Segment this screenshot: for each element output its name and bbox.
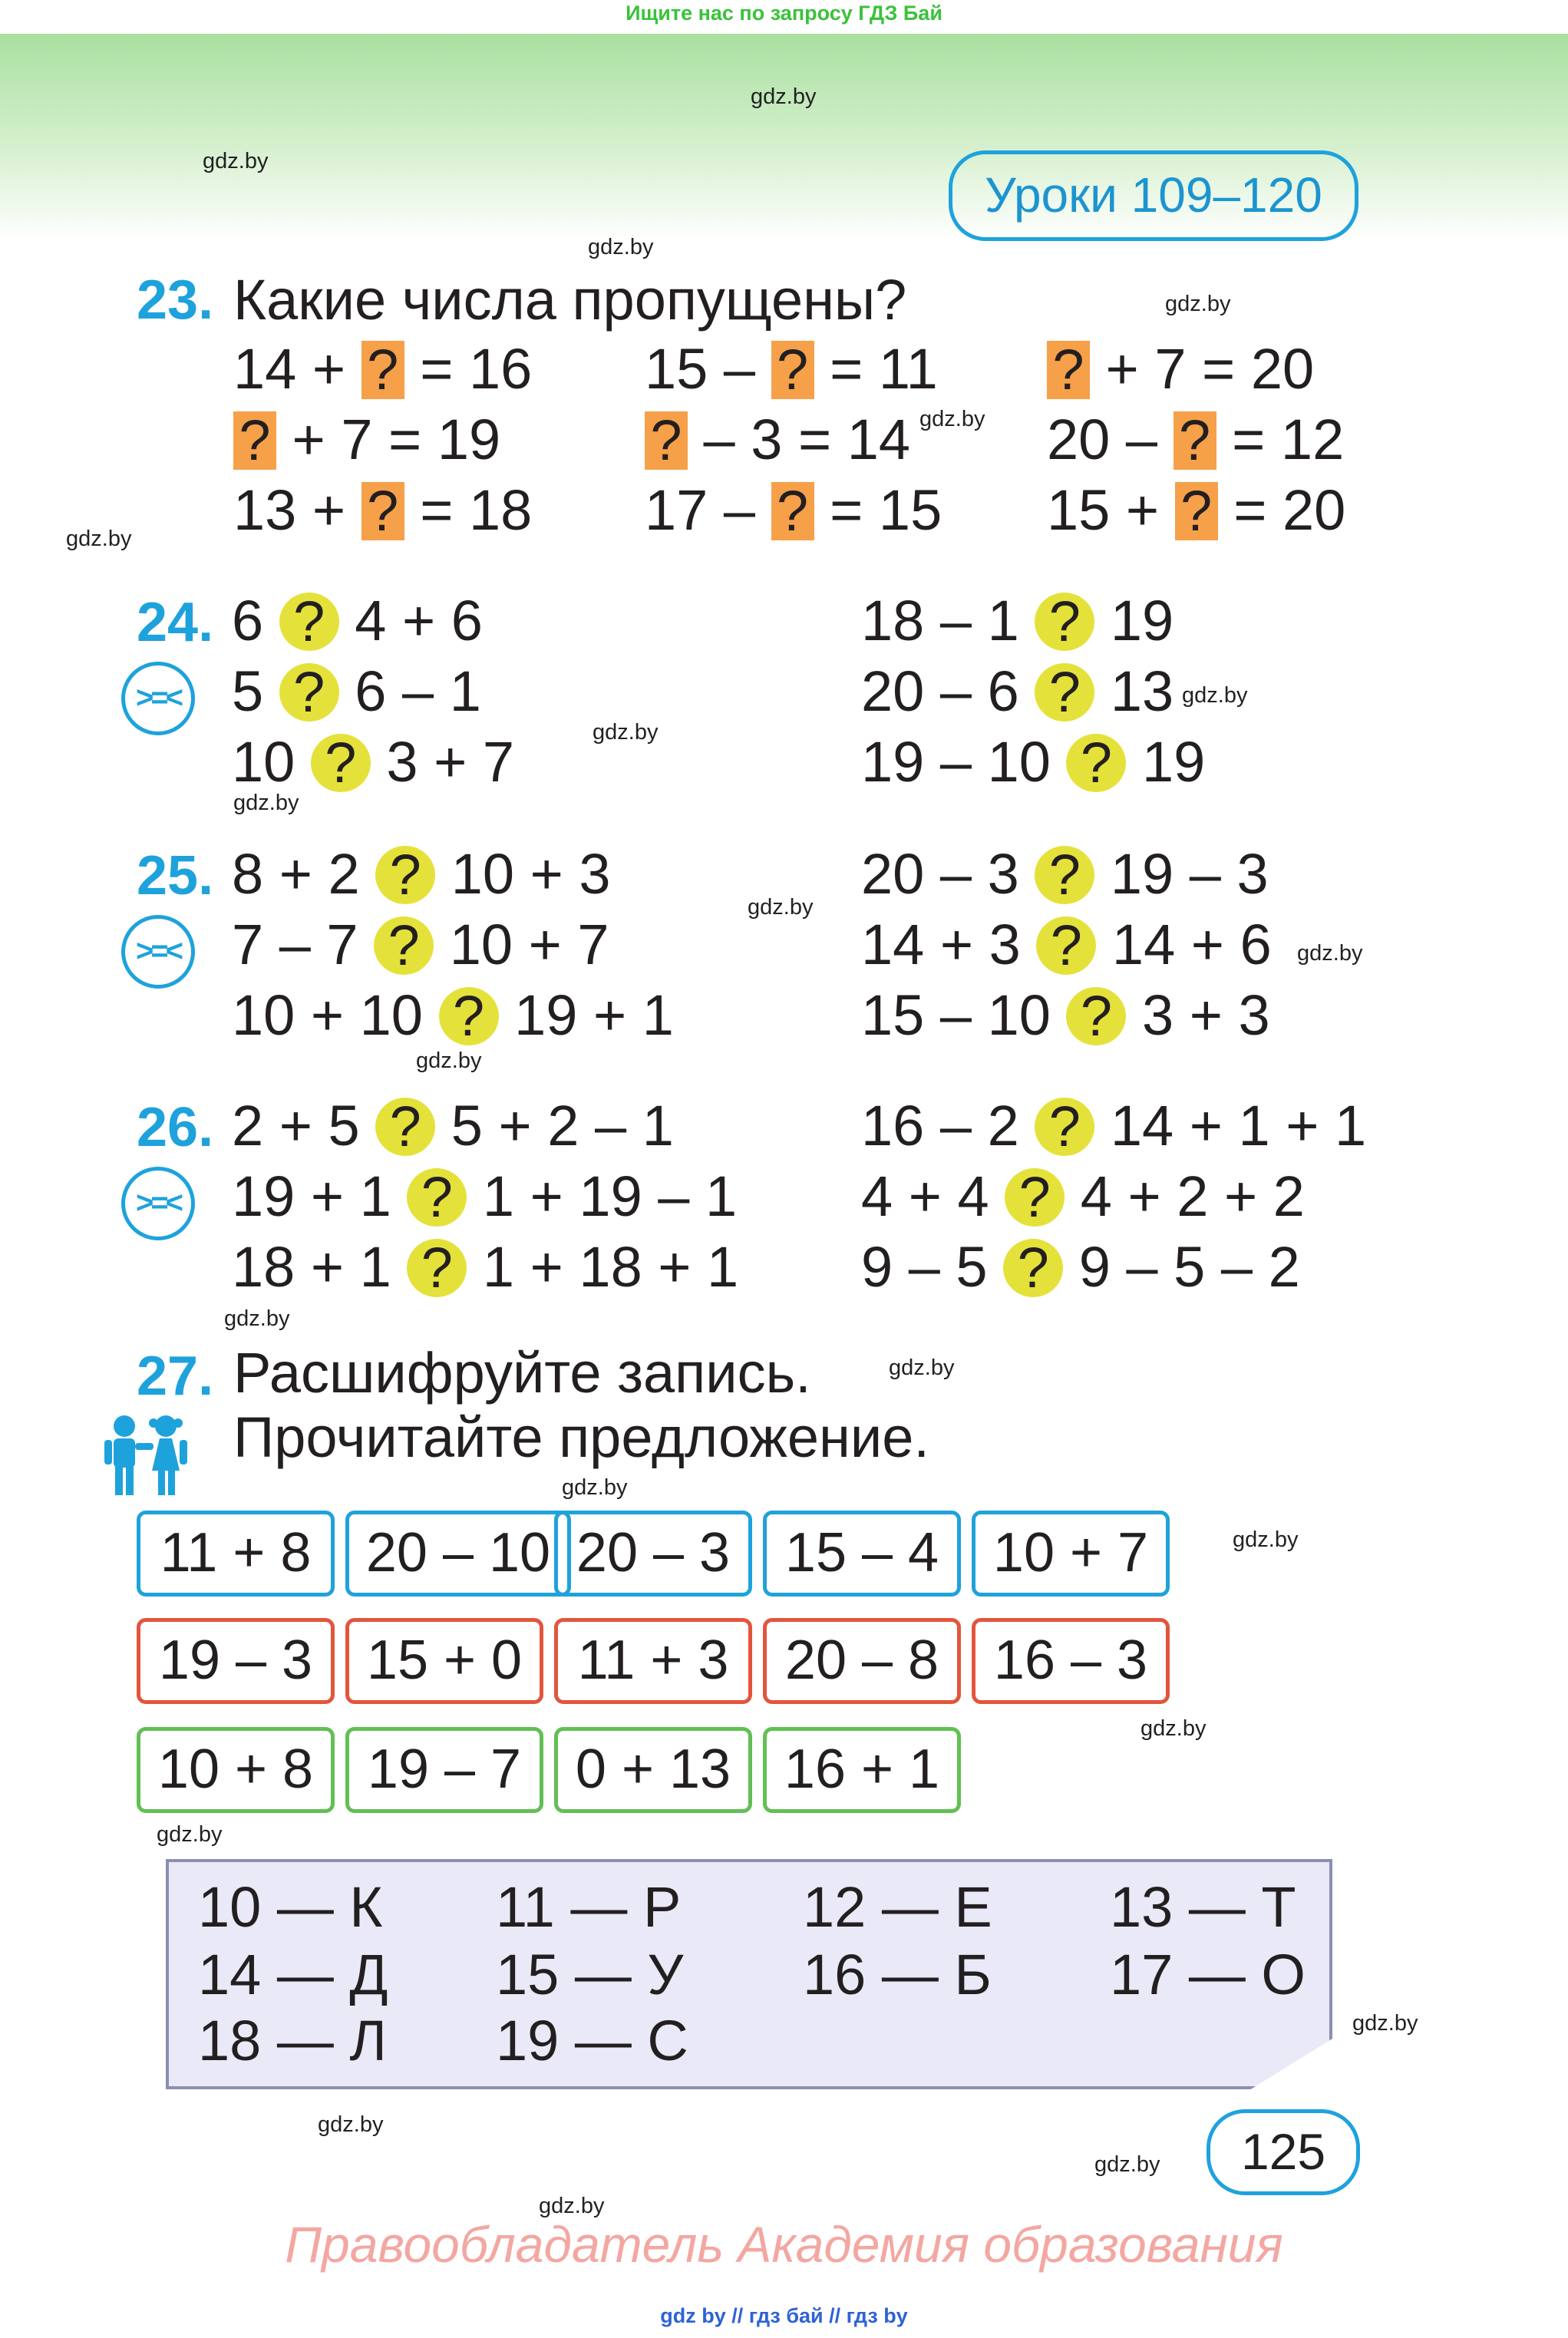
comparison-left: 10 + 10 [232,983,439,1047]
task-number: 27. [137,1346,214,1407]
compare-slot: ? [1066,987,1126,1045]
key-entry: 18 — Л [198,2009,387,2072]
expression-card: 11 + 3 [554,1618,752,1704]
compare-slot: ? [439,987,499,1045]
comparison [861,842,1269,907]
equation-part: = 15 [814,478,942,542]
comparison [861,983,1270,1048]
comparison [232,983,674,1048]
comparison-left: 19 – 10 [861,730,1067,794]
comparison-right: 5 + 2 – 1 [435,1094,674,1157]
answer-box: ? [1047,341,1090,399]
expression-card: 19 – 7 [345,1727,543,1813]
compare-slot: ? [1036,916,1096,975]
footer-note: gdz by // гдз бай // гдз by [660,2304,908,2327]
key-entry: 17 — О [1110,1943,1306,2006]
comparison-left: 4 + 4 [861,1164,1005,1228]
comparison [861,1164,1305,1230]
expression-card: 19 – 3 [137,1618,335,1704]
comparison-right: 3 + 3 [1126,983,1270,1047]
equation-part: 14 + [233,337,361,401]
equation-part: + 7 = 20 [1090,337,1315,401]
comparison-left: 15 – 10 [861,983,1067,1047]
comparison-left: 20 – 6 [861,659,1035,723]
comparison-right: 13 [1094,659,1174,723]
comparison-right: 9 – 5 – 2 [1063,1235,1300,1299]
watermark: gdz.by [562,1475,628,1500]
comparison [232,659,481,725]
compare-signs-icon: >=< [121,915,195,989]
watermark: gdz.by [1182,683,1248,708]
comparison-right: 14 + 6 [1096,913,1272,976]
comparison-right: 3 + 7 [370,730,515,794]
expression-card: 20 – 3 [554,1511,752,1597]
comparison-left: 20 – 3 [861,842,1035,906]
watermark: gdz.by [1094,2152,1160,2177]
task-number: 23. [137,269,214,331]
watermark: gdz.by [157,1822,223,1847]
comparison-left: 7 – 7 [232,913,375,976]
comparison-left: 14 + 3 [861,913,1037,976]
comparison-left: 18 – 1 [861,589,1035,652]
comparison [861,913,1272,978]
watermark: gdz.by [416,1048,482,1073]
equation-part: 15 – [645,337,771,401]
comparison [232,730,515,795]
equation-part: = 16 [404,337,533,401]
comparison-right: 4 + 6 [338,589,483,652]
comparison-right: 10 + 7 [434,913,609,976]
watermark: gdz.by [751,84,817,109]
answer-box: ? [1174,411,1216,470]
comparison-right: 10 + 3 [435,842,611,906]
answer-box: ? [233,411,276,470]
comparison-left: 19 + 1 [232,1164,408,1228]
equation [645,337,938,402]
watermark: gdz.by [1352,2011,1418,2036]
comparison-left: 5 [232,659,279,723]
comparison [232,589,483,654]
compare-slot: ? [1005,1168,1065,1227]
equation-part: = 11 [814,337,938,401]
compare-slot: ? [1035,593,1094,651]
watermark: gdz.by [919,407,985,431]
answer-box: ? [645,411,688,470]
compare-slot: ? [1035,846,1094,904]
comparison [232,1164,738,1230]
comparison-right: 1 + 19 – 1 [467,1164,738,1228]
expression-card: 0 + 13 [554,1727,752,1813]
equation-part: 17 – [645,478,771,542]
task-instruction: Расшифруйте запись. [233,1341,811,1405]
comparison [861,1094,1367,1159]
key-entry: 10 — К [198,1875,383,1939]
key-entry: 16 — Б [803,1943,992,2006]
watermark: gdz.by [1141,1716,1207,1741]
watermark: gdz.by [318,2112,384,2137]
expression-card: 20 – 8 [763,1618,961,1704]
task-number: 26. [137,1097,214,1158]
equation [233,408,501,473]
equation [233,478,533,543]
comparison [861,589,1174,654]
compare-slot: ? [311,734,371,792]
pair-work-icon [98,1412,193,1498]
watermark: gdz.by [1297,941,1363,966]
comparison-left: 10 [232,730,311,794]
lesson-range-label: Уроки 109–120 [949,150,1358,241]
key-entry: 11 — Р [496,1875,682,1939]
equation-part: 15 + [1047,478,1175,542]
equation-part: = 18 [404,478,533,542]
task-number: 25. [137,845,214,906]
comparison-left: 9 – 5 [861,1235,1004,1299]
answer-box: ? [361,482,404,540]
compare-signs-icon: >=< [121,1167,195,1240]
key-entry: 12 — Е [803,1875,992,1939]
watermark: gdz.by [203,149,269,173]
comparison-right: 1 + 18 + 1 [467,1235,739,1299]
answer-box: ? [771,482,814,540]
comparison [232,842,611,907]
watermark: gdz.by [889,1356,955,1380]
task-instruction: Прочитайте предложение. [233,1405,929,1469]
expression-card: 15 – 4 [763,1511,961,1597]
compare-slot: ? [1035,663,1094,722]
expression-card: 10 + 8 [137,1727,335,1813]
equation [233,337,533,402]
compare-slot: ? [1066,734,1126,792]
watermark: gdz.by [224,1306,290,1331]
comparison [861,659,1174,725]
compare-slot: ? [279,593,339,651]
comparison [232,913,609,978]
expression-card: 10 + 7 [972,1511,1170,1597]
watermark: gdz.by [593,720,659,745]
equation [1047,337,1315,402]
watermark: gdz.by [588,235,654,259]
answer-box: ? [1175,482,1218,540]
answer-box: ? [361,341,404,399]
compare-signs-icon: >=< [121,662,195,735]
comparison-left: 16 – 2 [861,1094,1035,1157]
expression-card: 16 – 3 [972,1618,1170,1704]
compare-slot: ? [375,1098,435,1156]
equation [645,408,911,473]
comparison-left: 8 + 2 [232,842,376,906]
equation-part: – 3 = 14 [688,408,911,471]
comparison-right: 19 [1126,730,1206,794]
key-entry: 13 — Т [1110,1875,1296,1939]
watermark: gdz.by [1233,1527,1299,1552]
expression-card: 11 + 8 [137,1511,335,1597]
comparison-left: 2 + 5 [232,1094,376,1157]
header-note: Ищите нас по запросу ГДЗ Бай [626,2,942,25]
comparison [232,1094,674,1159]
comparison-left: 6 [232,589,279,652]
compare-slot: ? [407,1239,467,1297]
task-title: Какие числа пропущены? [233,268,907,332]
comparison-right: 19 + 1 [498,983,674,1047]
comparison-left: 18 + 1 [232,1235,408,1299]
compare-slot: ? [1003,1239,1063,1297]
comparison-right: 19 [1094,589,1174,652]
comparison-right: 19 – 3 [1094,842,1269,906]
watermark: gdz.by [748,895,814,920]
expression-card: 16 + 1 [763,1727,961,1813]
compare-slot: ? [407,1168,467,1227]
rights-holder: Правообладатель Академия образования [285,2216,1283,2273]
expression-card: 15 + 0 [345,1618,543,1704]
watermark: gdz.by [539,2194,605,2218]
page-number: 125 [1207,2109,1360,2195]
equation [645,478,942,543]
watermark: gdz.by [1165,292,1231,316]
task-number: 24. [137,592,214,653]
comparison [232,1235,739,1300]
equation-part: = 12 [1216,408,1345,471]
expression-card: 20 – 10 [345,1511,571,1597]
comparison [861,730,1206,795]
answer-box: ? [771,341,814,399]
equation [1047,478,1346,543]
equation-part: + 7 = 19 [276,408,501,471]
equation [1047,408,1345,473]
key-entry: 15 — У [496,1943,684,2006]
equation-part: = 20 [1217,478,1346,542]
compare-slot: ? [1035,1098,1094,1156]
compare-slot: ? [279,663,339,722]
compare-slot: ? [375,846,435,904]
equation-part: 13 + [233,478,361,542]
key-entry: 19 — С [496,2009,688,2072]
comparison [861,1235,1300,1300]
comparison-right: 4 + 2 + 2 [1065,1164,1305,1228]
watermark: gdz.by [233,791,299,815]
watermark: gdz.by [66,527,132,551]
equation-part: 20 – [1047,408,1174,471]
compare-slot: ? [374,916,434,975]
comparison-right: 14 + 1 + 1 [1094,1094,1367,1157]
key-entry: 14 — Д [198,1943,388,2006]
comparison-right: 6 – 1 [338,659,481,723]
